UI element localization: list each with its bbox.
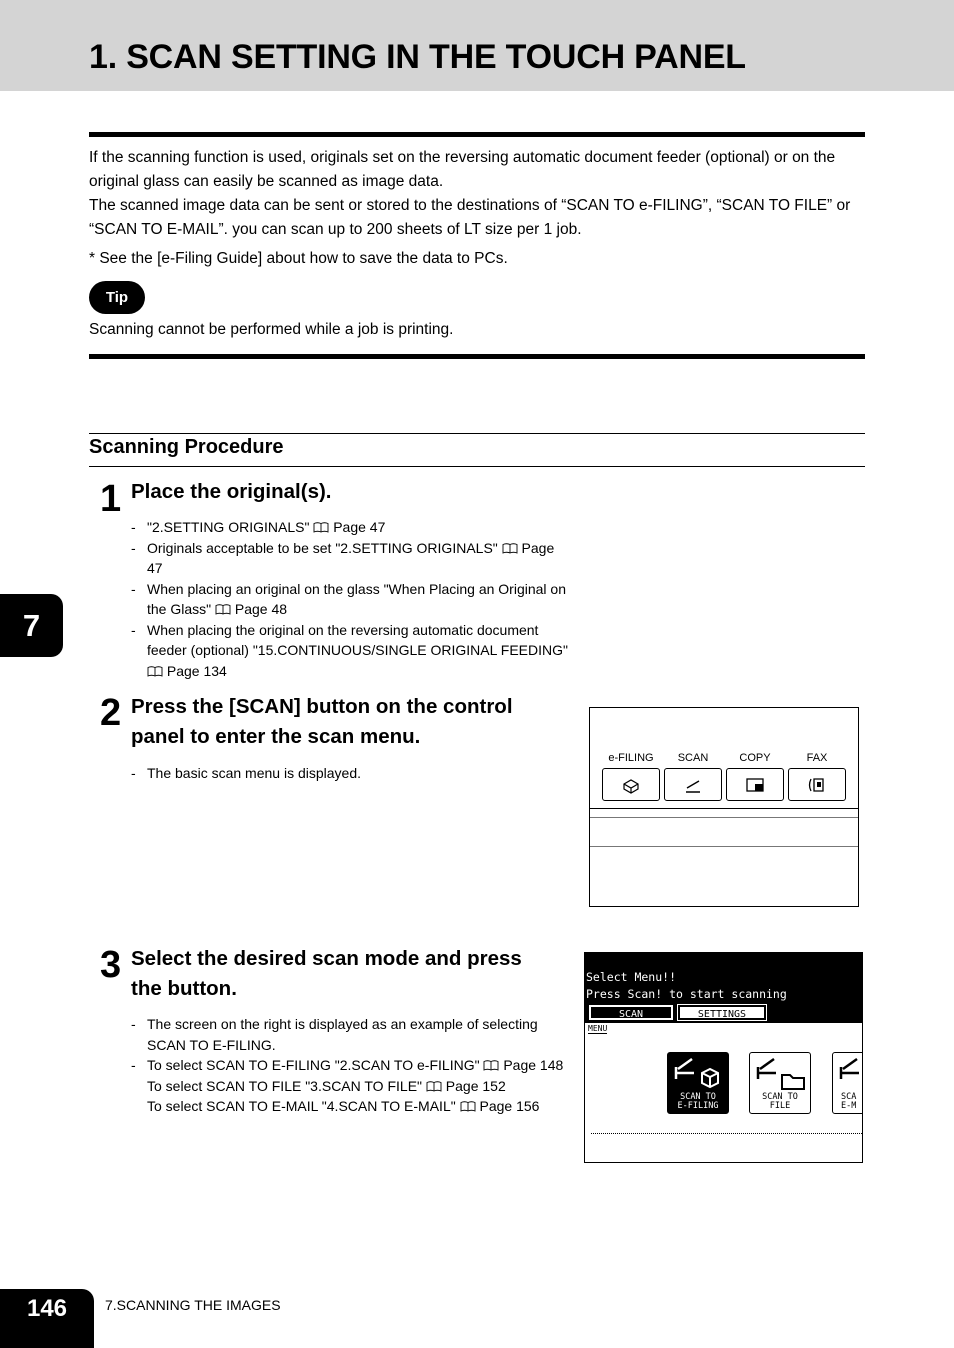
step-1-title: Place the original(s). xyxy=(131,480,332,503)
scan-to-file-button[interactable] xyxy=(749,1052,811,1114)
fax-label: FAX xyxy=(806,752,828,764)
intro-note: * See the [e-Filing Guide] about how to save the data to PCs. xyxy=(89,250,508,267)
intro-paragraph-1: If the scanning function is used, originals set on the reversing automatic document feeder (optional) or on the original glass can easily be scanned as image data. xyxy=(89,149,836,190)
efiling-button[interactable] xyxy=(602,768,660,801)
tab-scan[interactable]: SCAN xyxy=(589,1005,673,1020)
list-item: - When placing an original on the glass "When Placing an Original on the Glass" Page 48 xyxy=(131,579,571,620)
book-icon xyxy=(313,522,329,533)
divider xyxy=(590,808,858,809)
scan-to-efiling-button[interactable] xyxy=(667,1052,729,1114)
step-2-number: 2 xyxy=(100,692,120,734)
scan-icon xyxy=(665,769,721,800)
efiling-icon xyxy=(603,769,659,800)
list-item: - "2.SETTING ORIGINALS" Page 47 xyxy=(131,517,571,538)
step-3-title: Select the desired scan mode and press the button. xyxy=(131,947,522,1000)
book-icon xyxy=(147,666,163,677)
fax-button[interactable] xyxy=(788,768,846,801)
scan-to-email-button[interactable] xyxy=(832,1052,863,1114)
divider xyxy=(590,846,858,847)
copy-button[interactable] xyxy=(726,768,784,801)
step-3-list xyxy=(131,1014,571,1117)
scan-to-efiling-label: SCAN TO E-FILING xyxy=(677,1092,719,1111)
message-line-1: Select Menu!! xyxy=(586,970,677,984)
intro-text xyxy=(89,146,865,271)
tab-settings[interactable]: SETTINGS xyxy=(678,1005,766,1020)
section-heading: Scanning Procedure xyxy=(89,436,284,458)
section-bottom-rule xyxy=(89,466,865,467)
step-2-list xyxy=(131,763,571,784)
list-item: - The screen on the right is displayed as an example of selecting SCAN TO E-FILING. xyxy=(131,1014,571,1055)
scan-to-efiling-icon xyxy=(668,1053,728,1095)
book-icon xyxy=(502,543,518,554)
copy-label: COPY xyxy=(739,752,771,764)
list-item: - To select SCAN TO E-FILING "2.SCAN TO e-FILING" Page 148 To select SCAN TO FILE "3.SCAN TO FILE" Page 152 To select SCAN TO E-MAIL "4.SCAN TO E-MAIL" Page 156 xyxy=(131,1055,571,1117)
page-number: 146 xyxy=(0,1289,94,1348)
intro-paragraph-2: The scanned image data can be sent or stored to the destinations of “SCAN TO e-FILING”, “SCAN TO FILE” or “SCAN TO E-MAIL”. you can scan up to 200 sheets of LT size per 1 job. xyxy=(89,197,851,238)
book-icon xyxy=(483,1060,499,1071)
scan-label: SCAN xyxy=(677,752,709,764)
book-icon xyxy=(460,1101,476,1112)
book-icon xyxy=(426,1081,442,1092)
scan-to-email-label: SCA E-M xyxy=(841,1092,857,1111)
page-title: 1. SCAN SETTING IN THE TOUCH PANEL xyxy=(89,38,746,76)
book-icon xyxy=(215,604,231,615)
basic-scan-menu-screen xyxy=(589,707,859,907)
efiling-label: e-FILING xyxy=(608,752,654,764)
step-2-title: Press the [SCAN] button on the control panel to enter the scan menu. xyxy=(131,695,513,748)
menu-label: MENU xyxy=(588,1024,608,1033)
scan-to-file-label: SCAN TO FILE xyxy=(762,1092,798,1111)
section-top-rule xyxy=(89,433,865,434)
step-1-number: 1 xyxy=(100,478,120,520)
intro-top-rule xyxy=(89,132,865,137)
message-line-2: Press Scan! to start scanning xyxy=(586,987,787,1001)
chapter-tab[interactable]: 7 xyxy=(0,594,63,657)
list-item: - When placing the original on the reversing automatic document feeder (optional) "15.CONTINUOUS/SINGLE ORIGINAL FEEDING" Page 134 xyxy=(131,620,571,682)
tip-badge: Tip xyxy=(89,281,145,314)
scan-to-email-icon xyxy=(833,1053,863,1095)
fax-icon xyxy=(789,769,845,800)
footer-chapter-title: 7.SCANNING THE IMAGES xyxy=(105,1297,281,1313)
scan-button[interactable] xyxy=(664,768,722,801)
intro-bottom-rule xyxy=(89,354,865,359)
divider xyxy=(590,817,858,818)
step-3-number: 3 xyxy=(100,944,120,986)
list-item: - The basic scan menu is displayed. xyxy=(131,763,571,784)
step-1-list xyxy=(131,517,571,681)
tip-text: Scanning cannot be performed while a job is printing. xyxy=(89,321,454,338)
copy-icon xyxy=(727,769,783,800)
divider xyxy=(591,1133,862,1134)
scan-mode-selection-screen xyxy=(584,952,863,1163)
scan-to-file-icon xyxy=(750,1053,810,1095)
list-item: - Originals acceptable to be set "2.SETTING ORIGINALS" Page 47 xyxy=(131,538,571,579)
